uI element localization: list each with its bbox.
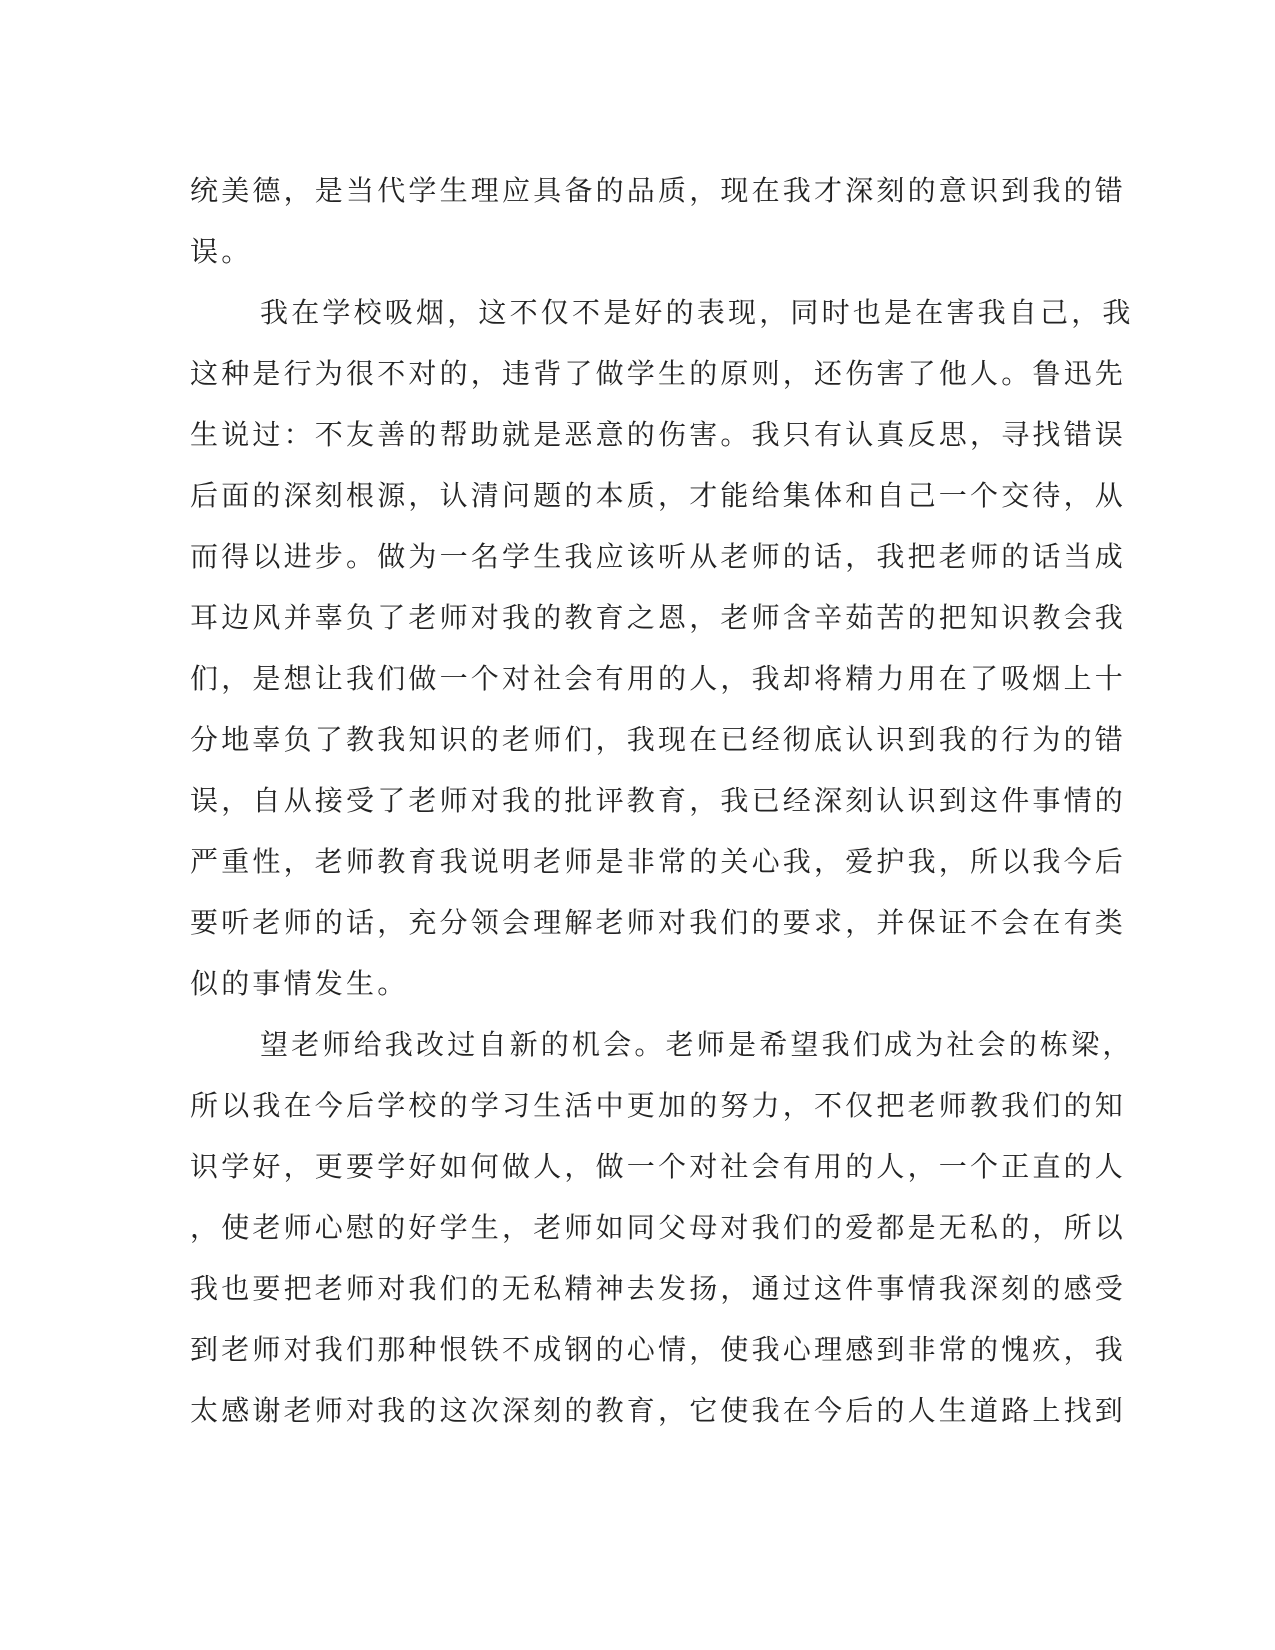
text-line: 望老师给我改过自新的机会。老师是希望我们成为社会的栋梁， (260, 1028, 1134, 1061)
text-line: 到老师对我们那种恨铁不成钢的心情，使我心理感到非常的愧疚，我 (190, 1333, 1127, 1366)
text-line: 太感谢老师对我的这次深刻的教育，它使我在今后的人生道路上找到 (190, 1394, 1127, 1427)
text-line: 生说过：不友善的帮助就是恶意的伤害。我只有认真反思，寻找错误 (190, 418, 1127, 451)
text-line: 严重性，老师教育我说明老师是非常的关心我，爱护我，所以我今后 (190, 845, 1127, 878)
text-line: 误。 (190, 235, 253, 268)
text-line: 识学好，更要学好如何做人，做一个对社会有用的人，一个正直的人 (190, 1150, 1127, 1183)
text-line: 后面的深刻根源，认清问题的本质，才能给集体和自己一个交待，从 (190, 479, 1127, 512)
text-line: 要听老师的话，充分领会理解老师对我们的要求，并保证不会在有类 (190, 906, 1127, 939)
text-line: ，使老师心慰的好学生，老师如同父母对我们的爱都是无私的，所以 (190, 1211, 1127, 1244)
text-line: 误，自从接受了老师对我的批评教育，我已经深刻认识到这件事情的 (190, 784, 1127, 817)
text-line: 们，是想让我们做一个对社会有用的人，我却将精力用在了吸烟上十 (190, 662, 1127, 695)
body-text (190, 160, 1134, 1441)
text-line: 我在学校吸烟，这不仅不是好的表现，同时也是在害我自己，我 (260, 296, 1134, 329)
text-line: 分地辜负了教我知识的老师们，我现在已经彻底认识到我的行为的错 (190, 723, 1127, 756)
text-line: 而得以进步。做为一名学生我应该听从老师的话，我把老师的话当成 (190, 540, 1127, 573)
text-line: 这种是行为很不对的，违背了做学生的原则，还伤害了他人。鲁迅先 (190, 357, 1127, 390)
text-line: 我也要把老师对我们的无私精神去发扬，通过这件事情我深刻的感受 (190, 1272, 1127, 1305)
text-line: 所以我在今后学校的学习生活中更加的努力，不仅把老师教我们的知 (190, 1089, 1127, 1122)
text-line: 耳边风并辜负了老师对我的教育之恩，老师含辛茹苦的把知识教会我 (190, 601, 1127, 634)
text-line: 似的事情发生。 (190, 967, 409, 1000)
text-line: 统美德，是当代学生理应具备的品质，现在我才深刻的意识到我的错 (190, 174, 1127, 207)
